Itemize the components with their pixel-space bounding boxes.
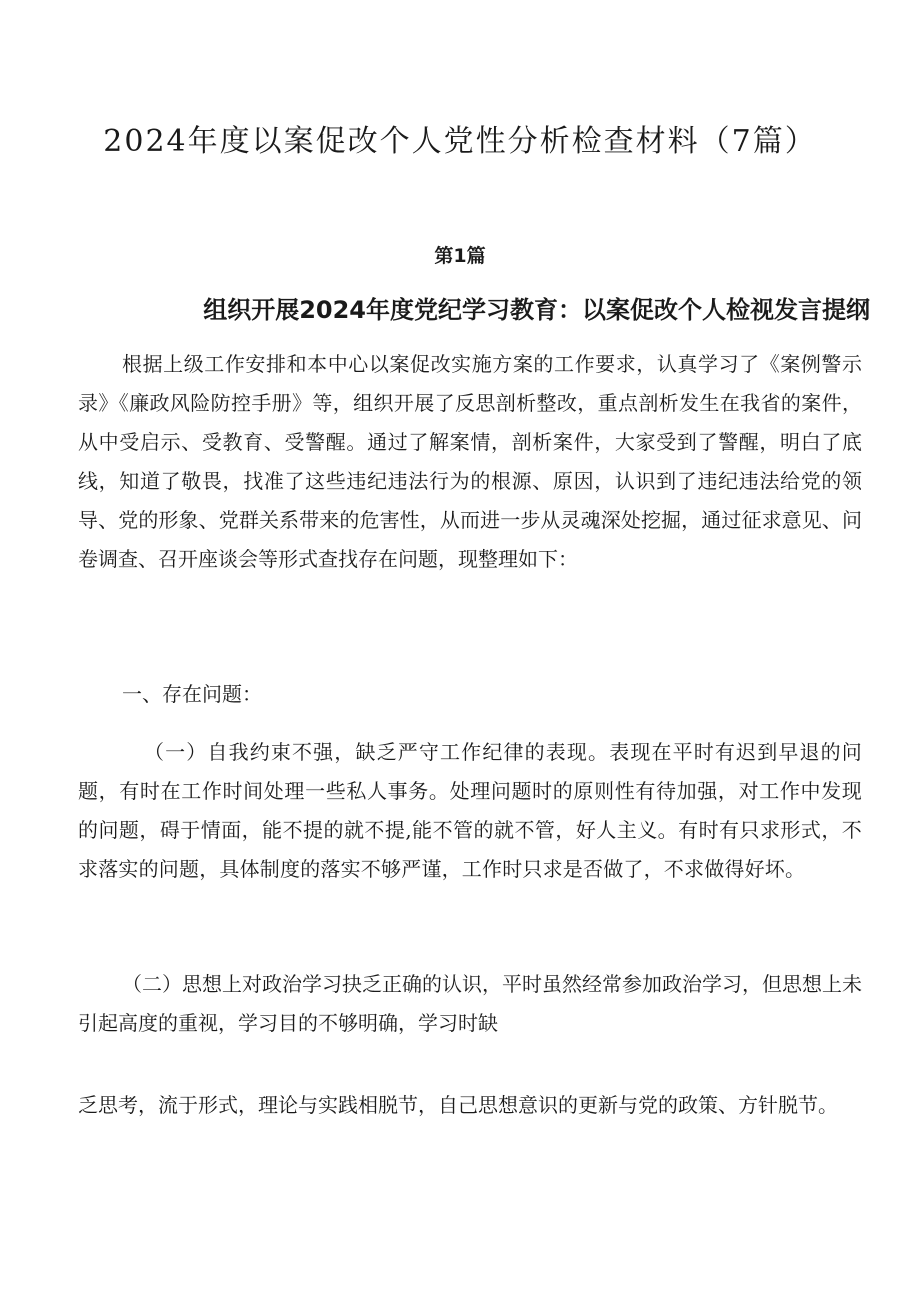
intro-paragraph: 根据上级工作安排和本中心以案促改实施方案的工作要求，认真学习了《案例警示录》《廉政风险防控手册》等，组织开展了反思剖析整改，重点剖析发生在我省的案件，从中受启示、受教育、受警醒。通过了解案情，剖析案件，大家受到了警醒，明白了底线，知道了敬畏，找准了这些违纪违法行为的根源、原因，认识到了违纪违法给党的领导、党的形象、党群关系带来的危害性，从而进一步从灵魂深处挖掘，通过征求意见、问卷调查、召开座谈会等形式查找存在问题，现整理如下： — [78, 352, 862, 571]
issue-two-continuation: 乏思考，流于形式，理论与实践相脱节，自己思想意识的更新与党的政策、方针脱节。 — [78, 1093, 838, 1117]
chapter-label: 第1篇 — [434, 245, 486, 267]
issue-one-paragraph: （一）自我约束不强，缺乏严守工作纪律的表现。表现在平时有迟到早退的问题，有时在工作时间处理一些私人事务。处理问题时的原则性有待加强，对工作中发现的问题，碍于情面，能不提的就不提,能不管的就不管，好人主义。有时有只求形式，不求落实的问题，具体制度的落实不够严谨，工作时只求是否做了，不求做得好坏。 — [78, 740, 862, 881]
section-subtitle: 组织开展2024年度党纪学习教育：以案促改个人检视发言提纲 — [203, 296, 870, 324]
document-title: 2024年度以案促改个人党性分析检查材料（7篇） — [103, 124, 817, 159]
issue-two-paragraph: （二）思想上对政治学习抉乏正确的认识，平时虽然经常参加政治学习，但思想上未引起高度的重视，学习目的不够明确，学习时缺 — [78, 972, 862, 1035]
section-heading: 一、存在问题： — [122, 682, 262, 706]
